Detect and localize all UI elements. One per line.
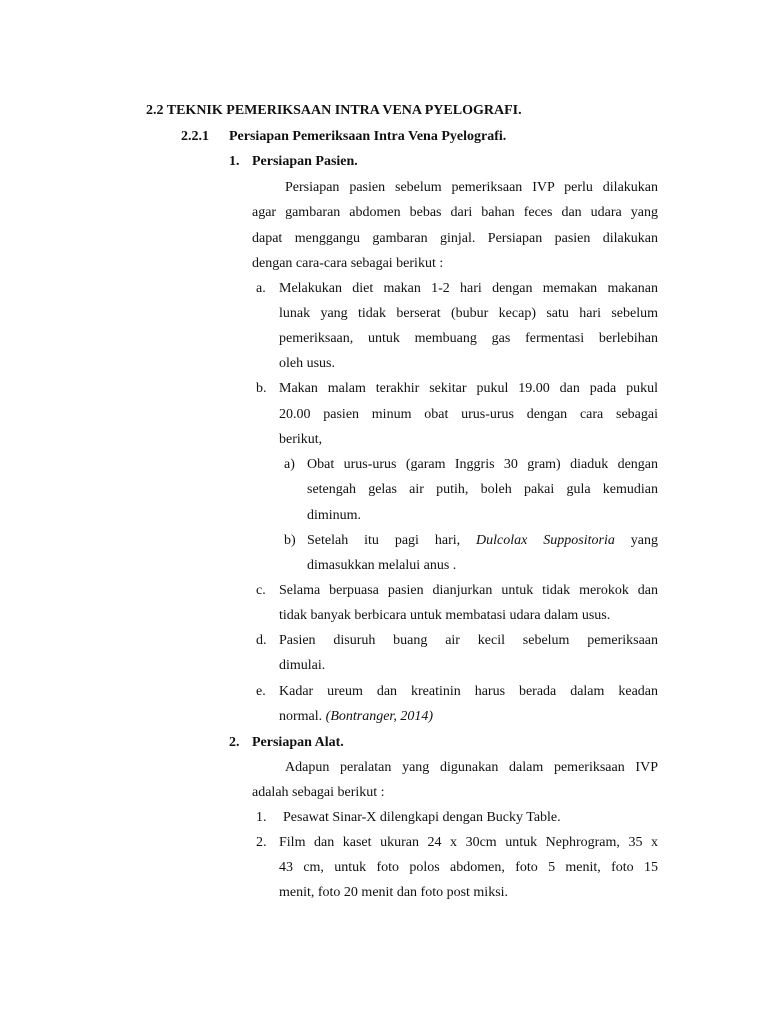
list-item-line: pemeriksaan, untuk membuang gas fermentasi berlebihan (279, 331, 658, 346)
list-item-line: Pasien disuruh buang air kecil sebelum pemeriksaan (279, 633, 658, 648)
sublist-item-line (307, 528, 658, 553)
drug-name: Dulcolax Suppositoria (476, 533, 615, 548)
list-item-line: 43 cm, untuk foto polos abdomen, foto 5 menit, foto 15 (279, 860, 658, 875)
list-item-line: Kadar ureum dan kreatinin harus berada dalam keadan (279, 684, 658, 699)
section1-number: 1. (229, 154, 240, 169)
section-heading: 2.2 TEKNIK PEMERIKSAAN INTRA VENA PYELOGRAFI. (146, 103, 522, 118)
subsection-number: 2.2.1 (181, 129, 209, 144)
sublist-marker: b) (284, 533, 296, 548)
paragraph-line: dapat menggangu gambaran ginjal. Persiapan pasien dilakukan (252, 231, 658, 246)
list-item-line: dimulai. (279, 658, 326, 673)
list-marker: 2. (256, 835, 267, 850)
citation: (Bontranger, 2014) (325, 709, 433, 724)
list-marker: d. (256, 633, 267, 648)
list-item-line: oleh usus. (279, 356, 335, 371)
list-marker: e. (256, 684, 266, 699)
list-item-line: Film dan kaset ukuran 24 x 30cm untuk Nephrogram, 35 x (279, 835, 658, 850)
subsection-title: Persiapan Pemeriksaan Intra Vena Pyelografi. (229, 129, 507, 144)
list-item-line: tidak banyak berbicara untuk membatasi udara dalam usus. (279, 608, 611, 623)
sublist-text: yang (630, 533, 658, 548)
list-item-line (279, 704, 433, 729)
paragraph-line: dengan cara-cara sebagai berikut : (252, 256, 444, 271)
list-marker: 1. (256, 810, 267, 825)
list-item-line: 20.00 pasien minum obat urus-urus dengan cara sebagai (279, 407, 658, 422)
section1-title: Persiapan Pasien. (252, 154, 358, 169)
list-item-line: menit, foto 20 menit dan foto post miksi. (279, 885, 509, 900)
list-item-line: Makan malam terakhir sekitar pukul 19.00 dan pada pukul (279, 381, 658, 396)
list-item-line: Selama berpuasa pasien dianjurkan untuk tidak merokok dan (279, 583, 658, 598)
sublist-item-line: Obat urus-urus (garam Inggris 30 gram) diaduk dengan (307, 457, 658, 472)
list-marker: b. (256, 381, 267, 396)
paragraph-line: adalah sebagai berikut : (252, 785, 385, 800)
list-item-line: berikut, (279, 432, 323, 447)
paragraph-line: agar gambaran abdomen bebas dari bahan feces dan udara yang (252, 205, 658, 220)
list-item-line: Melakukan diet makan 1-2 hari dengan memakan makanan (279, 281, 658, 296)
list-item-line: Pesawat Sinar-X dilengkapi dengan Bucky Table. (283, 810, 561, 825)
sublist-item-line: setengah gelas air putih, boleh pakai gula kemudian (307, 482, 658, 497)
section2-number: 2. (229, 735, 240, 750)
sublist-marker: a) (284, 457, 295, 472)
sublist-item-line: dimasukkan melalui anus . (307, 558, 457, 573)
list-item-line: lunak yang tidak berserat (bubur kecap) satu hari sebelum (279, 306, 658, 321)
paragraph-line: Adapun peralatan yang digunakan dalam pemeriksaan IVP (285, 760, 658, 775)
section2-title: Persiapan Alat. (252, 735, 344, 750)
list-marker: c. (256, 583, 266, 598)
list-text: normal. (279, 709, 323, 724)
list-marker: a. (256, 281, 266, 296)
paragraph-line: Persiapan pasien sebelum pemeriksaan IVP perlu dilakukan (285, 180, 658, 195)
sublist-item-line: diminum. (307, 508, 362, 523)
sublist-text: Setelah itu pagi hari, (307, 533, 461, 548)
